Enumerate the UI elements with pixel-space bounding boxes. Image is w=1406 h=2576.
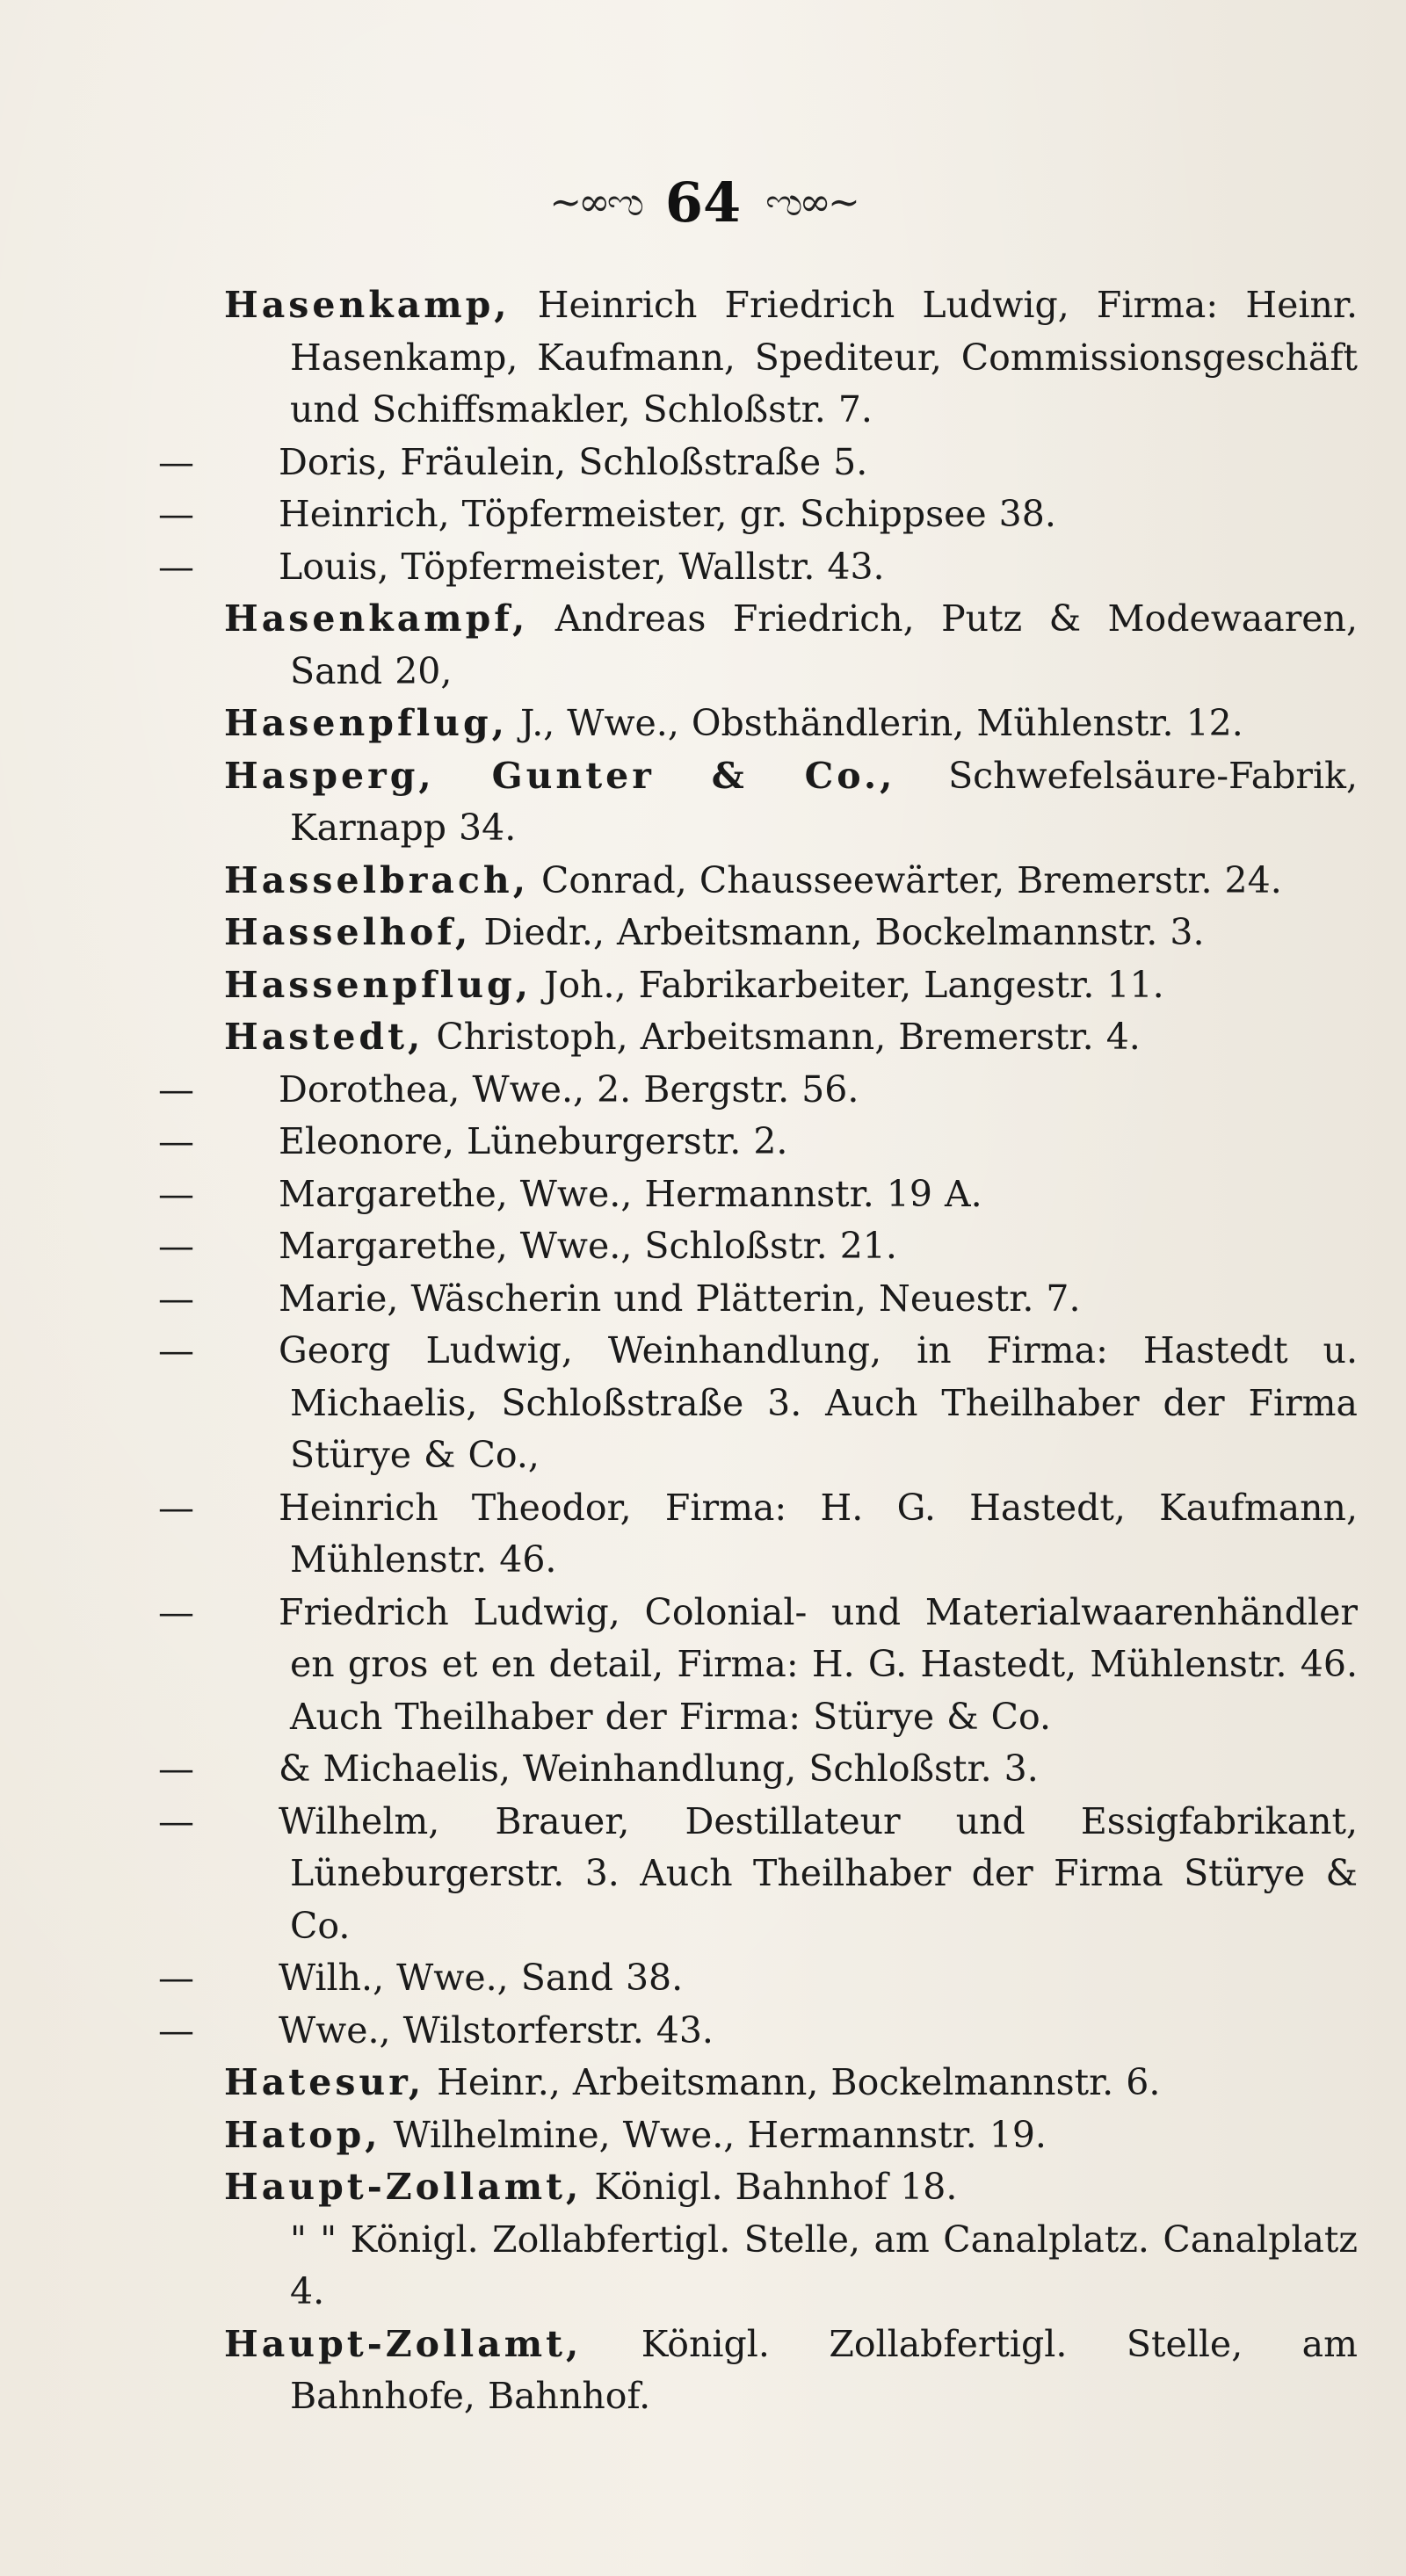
directory-entry xyxy=(158,541,1358,594)
entry-text: Eleonore, Lüneburgerstr. 2. xyxy=(279,1120,788,1162)
directory-entry xyxy=(224,2057,1358,2109)
directory-entry xyxy=(224,2319,1358,2423)
directory-entry xyxy=(158,1325,1358,1482)
entry-surname: Hasenkampf, xyxy=(224,597,529,640)
entry-text: Friedrich Ludwig, Colonial- und Materialwaarenhändler en gros et en detail, Firma: H. G. Hastedt, Mühlenstr. 46. Auch Theilhaber der Firma: Stürye & Co. xyxy=(279,1590,1358,1738)
entry-text: Königl. Zollabfertigl. Stelle, am Bahnhofe, Bahnhof. xyxy=(290,2322,1358,2417)
directory-entry xyxy=(224,279,1358,437)
directory-entry xyxy=(224,750,1358,855)
entry-surname: Hasselhof, xyxy=(224,911,472,953)
ditto-dash: — xyxy=(158,545,194,588)
directory-entry xyxy=(224,2161,1358,2214)
entry-surname: Haupt-Zollamt, xyxy=(224,2166,583,2208)
entry-text: Louis, Töpfermeister, Wallstr. 43. xyxy=(279,545,885,588)
directory-entry xyxy=(158,437,1358,489)
page-number: 64 xyxy=(664,170,742,235)
entry-text: Heinrich, Töpfermeister, gr. Schippsee 38. xyxy=(279,493,1056,535)
entry-text: Heinr., Arbeitsmann, Bockelmannstr. 6. xyxy=(424,2061,1161,2103)
directory-entry xyxy=(158,1952,1358,2005)
directory-entry xyxy=(224,2214,1358,2319)
ditto-dash: — xyxy=(158,1067,194,1111)
entry-text: Conrad, Chausseewärter, Bremerstr. 24. xyxy=(529,858,1282,901)
entry-text: Diedr., Arbeitsmann, Bockelmannstr. 3. xyxy=(471,911,1205,953)
entry-surname: Hasenkamp, xyxy=(224,284,511,326)
ditto-dash: — xyxy=(158,1799,194,1842)
entry-text: Schwefelsäure-Fabrik, Karnapp 34. xyxy=(290,754,1358,849)
directory-entry xyxy=(158,2005,1358,2058)
ditto-dash: — xyxy=(158,1225,194,1267)
entry-text: Königl. Bahnhof 18. xyxy=(582,2166,958,2208)
directory-entry xyxy=(224,593,1358,698)
ornament-right: ಌ∞~ xyxy=(765,179,857,225)
directory-entry xyxy=(158,1796,1358,1953)
ditto-dash: — xyxy=(158,1957,194,1999)
entry-text: Wilh., Wwe., Sand 38. xyxy=(279,1957,684,1999)
directory-entry xyxy=(158,1587,1358,1744)
ditto-dash: — xyxy=(158,1486,194,1529)
entry-surname: Hasperg, Gunter & Co., xyxy=(224,754,896,797)
entry-text: Andreas Friedrich, Putz & Modewaaren, Sand 20, xyxy=(290,597,1358,692)
ditto-dash: — xyxy=(158,1120,194,1162)
directory-entry xyxy=(224,907,1358,959)
entry-text: & Michaelis, Weinhandlung, Schloßstr. 3. xyxy=(279,1747,1039,1790)
entry-text: Wilhelmine, Wwe., Hermannstr. 19. xyxy=(380,2113,1047,2156)
entry-text: Wwe., Wilstorferstr. 43. xyxy=(279,2008,714,2051)
ditto-dash: — xyxy=(158,2008,194,2051)
entry-text: Wilhelm, Brauer, Destillateur und Essigfabrikant, Lüneburgerstr. 3. Auch Theilhaber der Firma Stürye & Co. xyxy=(279,1799,1358,1947)
directory-entry xyxy=(158,1169,1358,1221)
ditto-dash: — xyxy=(158,1329,194,1371)
directory-entry xyxy=(158,1482,1358,1587)
entry-text: Dorothea, Wwe., 2. Bergstr. 56. xyxy=(279,1067,859,1111)
entry-text: " " Königl. Zollabfertigl. Stelle, am Canalplatz. Canalplatz 4. xyxy=(290,2218,1358,2312)
directory-entry xyxy=(158,1743,1358,1796)
ditto-dash: — xyxy=(158,493,194,535)
entry-surname: Hasselbrach, xyxy=(224,858,530,901)
entry-text: Margarethe, Wwe., Hermannstr. 19 A. xyxy=(279,1172,982,1215)
ditto-dash: — xyxy=(158,1277,194,1320)
ditto-dash: — xyxy=(158,1590,194,1633)
entry-surname: Hatop, xyxy=(224,2113,381,2156)
directory-entry xyxy=(224,2109,1358,2162)
directory-entry xyxy=(158,1220,1358,1273)
ditto-dash: — xyxy=(158,1172,194,1215)
entry-text: Doris, Fräulein, Schloßstraße 5. xyxy=(279,440,868,483)
page-header xyxy=(0,167,1406,237)
directory-entry xyxy=(158,1064,1358,1117)
entry-text: J., Wwe., Obsthändlerin, Mühlenstr. 12. xyxy=(507,702,1243,744)
entry-text: Margarethe, Wwe., Schloßstr. 21. xyxy=(279,1225,897,1267)
entry-surname: Hatesur, xyxy=(224,2061,425,2103)
ditto-dash: — xyxy=(158,1747,194,1790)
ornament-left: ~∞ಌ xyxy=(549,179,641,225)
directory-entry xyxy=(224,698,1358,750)
directory-entry xyxy=(224,1011,1358,1064)
ditto-dash: — xyxy=(158,440,194,483)
entry-surname: Hasenpflug, xyxy=(224,702,508,744)
directory-entries xyxy=(158,279,1358,2423)
entry-text: Heinrich Theodor, Firma: H. G. Hastedt, Kaufmann, Mühlenstr. 46. xyxy=(279,1486,1358,1581)
entry-text: Georg Ludwig, Weinhandlung, in Firma: Hastedt u. Michaelis, Schloßstraße 3. Auch Theilhaber der Firma Stürye & Co., xyxy=(279,1329,1358,1476)
entry-text: Marie, Wäscherin und Plätterin, Neuestr. 7. xyxy=(279,1277,1081,1320)
entry-text: Christoph, Arbeitsmann, Bremerstr. 4. xyxy=(424,1016,1141,1058)
entry-text: Heinrich Friedrich Ludwig, Firma: Heinr. Hasenkamp, Kaufmann, Spediteur, Commissionsgeschäft und Schiffsmakler, Schloßstr. 7. xyxy=(290,284,1358,431)
directory-entry xyxy=(158,1273,1358,1326)
entry-text: Joh., Fabrikarbeiter, Langestr. 11. xyxy=(532,963,1164,1006)
entry-surname: Haupt-Zollamt, xyxy=(224,2322,583,2365)
entry-surname: Hastedt, xyxy=(224,1016,424,1058)
directory-entry xyxy=(224,959,1358,1012)
directory-entry xyxy=(224,855,1358,908)
entry-surname: Hassenpflug, xyxy=(224,963,532,1006)
directory-entry xyxy=(158,1116,1358,1169)
directory-entry xyxy=(158,488,1358,541)
